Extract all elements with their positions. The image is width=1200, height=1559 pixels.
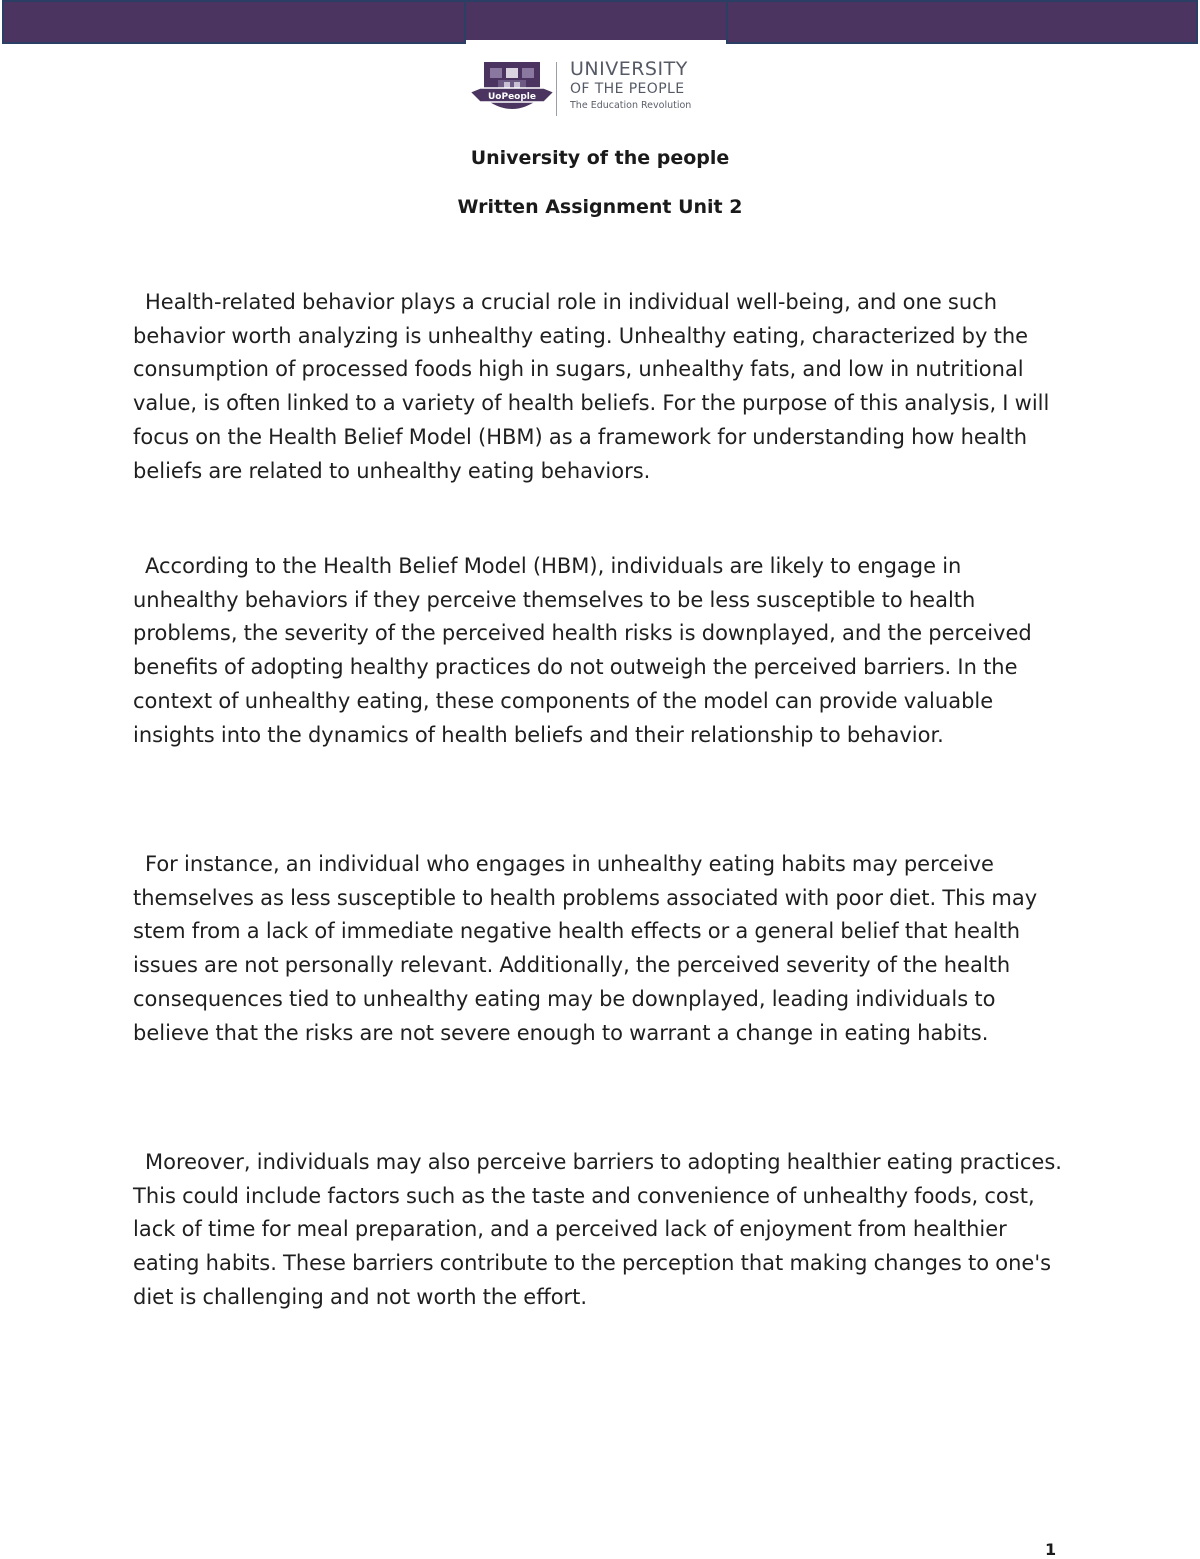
- logo-line1: UNIVERSITY: [570, 58, 688, 80]
- paragraph-1: Health-related behavior plays a crucial role in individual well-being, and one such behavior worth analyzing is unhealthy eating. Unhealthy eating, characterized by the consumption of processed foods high in sugars, unhealthy fats, and low in nutritional value, is often linked to a variety of health beliefs. For the purpose of this analysis, I will focus on the Health Belief Model (HBM) as a framework for understanding how health beliefs are related to unhealthy eating behaviors.: [133, 290, 1050, 483]
- uopeople-crest-icon: [470, 58, 554, 120]
- paragraph-4: Moreover, individuals may also perceive barriers to adopting healthier eating practices. This could include factors such as the taste and convenience of unhealthy foods, cost, lack of time for meal preparation, and a perceived lack of enjoyment from healthier eating habits. These barriers contribute to the perception that making changes to one's diet is challenging and not worth the effort.: [133, 1150, 1062, 1309]
- document-subtitle: Written Assignment Unit 2: [457, 196, 743, 218]
- header-band-right: [726, 0, 1198, 44]
- paragraph-2: According to the Health Belief Model (HBM), individuals are likely to engage in unhealthy behaviors if they perceive themselves to be less susceptible to health problems, the severity of the perceived health risks is downplayed, and the perceived benefits of adopting healthy practices do not outweigh the perceived barriers. In the context of unhealthy eating, these components of the model can provide valuable insights into the dynamics of health beliefs and their relationship to behavior.: [133, 554, 1032, 747]
- page-number: 1: [1045, 1540, 1057, 1559]
- paragraph-3: For instance, an individual who engages in unhealthy eating habits may perceive themselves as less susceptible to health problems associated with poor diet. This may stem from a lack of immediate negative health effects or a general belief that health issues are not personally relevant. Additionally, the perceived severity of the health consequences tied to unhealthy eating may be downplayed, leading individuals to believe that the risks are not severe enough to warrant a change in eating habits.: [133, 852, 1038, 1045]
- logo-wordmark: [570, 60, 691, 111]
- document-title: University of the people: [470, 147, 730, 169]
- logo-tagline: The Education Revolution: [570, 100, 692, 111]
- header-band-left: [2, 0, 466, 44]
- badge-text: UoPeople: [487, 92, 537, 102]
- logo-divider: [556, 62, 557, 116]
- header-band-center: [466, 0, 726, 40]
- logo-line2: OF THE PEOPLE: [570, 81, 685, 97]
- university-logo: [470, 58, 720, 120]
